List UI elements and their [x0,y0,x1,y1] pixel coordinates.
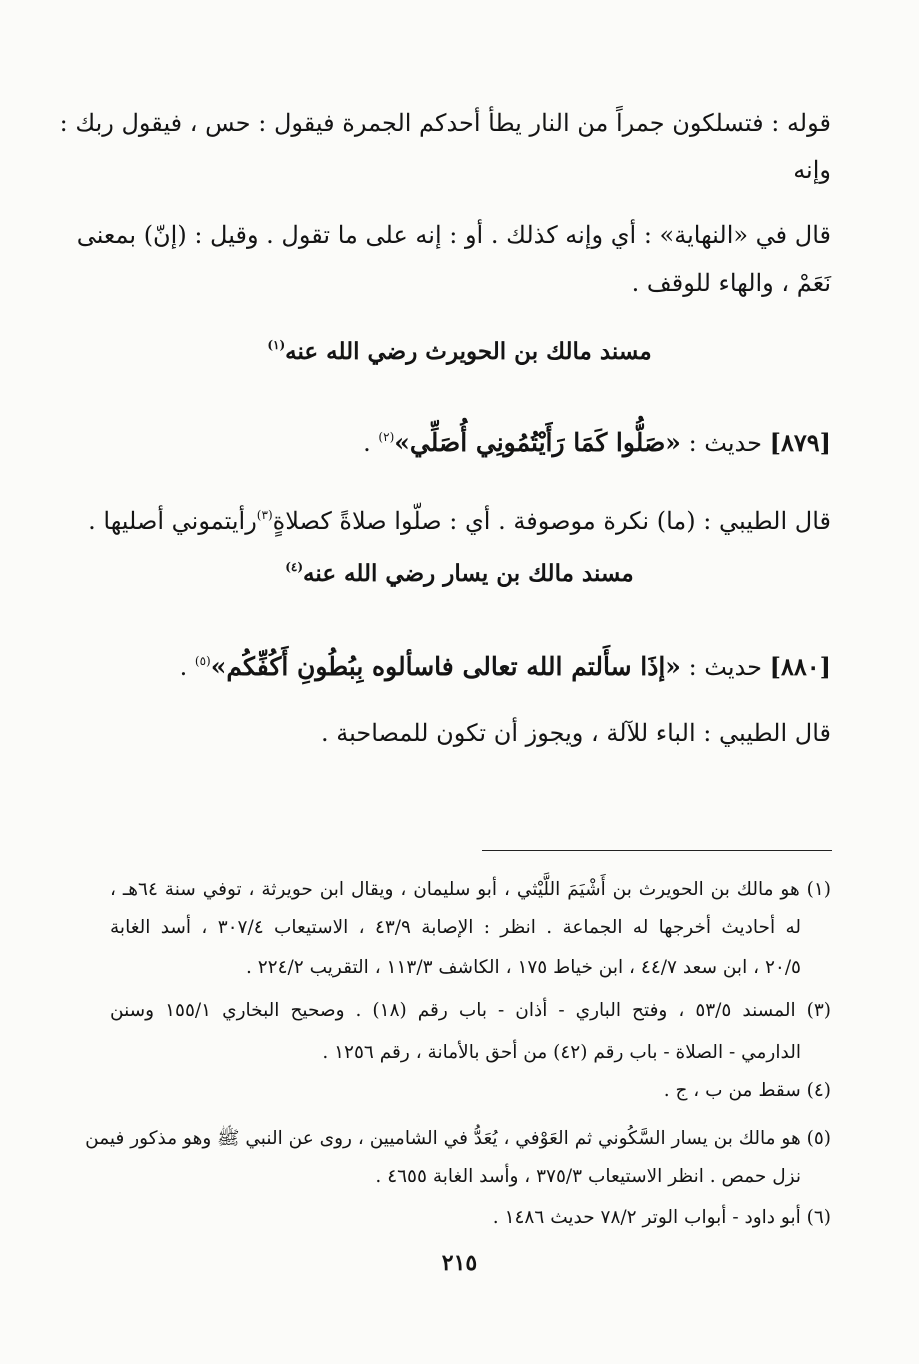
hadith-number: [٨٧٩] [769,428,831,457]
hadith-number: [٨٨٠] [769,652,831,681]
footnote-ref: (٢) [378,430,395,444]
footnote-line: (١) هو مالك بن الحويرث بن أَشْيَمَ اللَّيْثي ، أبو سليمان ، ويقال ابن حويرثة ، توفي سنة ٦٤هـ ، [110,879,832,900]
footnote-separator [482,850,832,851]
section-heading [0,338,919,365]
paragraph-line: قوله : فتسلكون جمراً من النار يطأ أحدكم الجمرة فيقول : حس ، فيقول ربك : [59,109,831,137]
hadith-label: حديث : [688,429,762,457]
hadith-line [363,428,831,457]
section-heading-text: مسند مالك بن الحويرث رضي الله عنه [285,338,652,365]
footnote-line: له أحاديث أخرجها له الجماعة . انظر : الإصابة ٤٣/٩ ، الاستيعاب ٣٠٧/٤ ، أسد الغابة [110,917,801,938]
paragraph-line: قال في «النهاية» : أي وإنه كذلك . أو : إنه على ما تقول . وقيل : (إنّ) بمعنى [76,221,831,249]
hadith-text: «إذَا سأَلتم الله تعالى فاسألوه بِبُطُونِ أَكُفِّكُم» [210,652,681,681]
hadith-end: . [363,429,371,457]
hadith-line [180,652,831,681]
footnote-ref: (٥) [194,654,211,668]
hadith-end: . [179,653,188,681]
footnote-ref: (٤) [285,560,304,574]
footnote-ref: (١) [267,338,286,352]
paragraph-line: نَعَمْ ، والهاء للوقف . [631,269,831,297]
footnote-line: (٦) أبو داود - أبواب الوتر ٧٨/٢ حديث ١٤٨٦ . [492,1207,831,1228]
footnote-line: ٢٠/٥ ، ابن سعد ٤٤/٧ ، ابن خياط ١٧٥ ، الكاشف ١١٣/٣ ، التقريب ٢٢٤/٢ . [245,957,801,978]
paragraph-line [88,495,831,541]
paragraph-line: وإنه [793,156,831,184]
section-heading-text: مسند مالك بن يسار رضي الله عنه [303,560,634,587]
footnote-ref: (٣) [256,508,273,522]
footnote-line: الدارمي - الصلاة - باب رقم (٤٢) من أحق بالأمانة ، رقم ١٢٥٦ . [322,1042,801,1063]
paragraph-text: رأيتموني أصليها . [88,507,257,535]
paragraph-line: قال الطيبي : الباء للآلة ، ويجوز أن تكون للمصاحبة . [321,719,831,747]
footnote-line: (٤) سقط من ب ، ج . [663,1080,831,1101]
footnote-line: نزل حمص . انظر الاستيعاب ٣٧٥/٣ ، وأسد الغابة ٤٦٥٥ . [375,1166,801,1187]
section-heading [0,560,919,587]
page-number: ٢١٥ [441,1250,478,1276]
footnote-line: (٣) المسند ٥٣/٥ ، وفتح الباري - أذان - باب رقم (١٨) . وصحيح البخاري ١٥٥/١ وسنن [110,1000,831,1021]
paragraph-text: قال الطيبي : (ما) نكرة موصوفة . أي : صلّوا صلاةً كصلاةٍ [272,507,831,535]
hadith-label: حديث : [688,653,762,681]
hadith-text: «صَلُّوا كَمَا رَأَيْتُمُونِي أُصَلِّي» [394,428,681,457]
footnote-line: (٥) هو مالك بن يسار السَّكُوني ثم العَوْفي ، يُعَدُّ في الشاميين ، روى عن النبي ﷺ وهو مذكور فيمن [85,1128,831,1149]
